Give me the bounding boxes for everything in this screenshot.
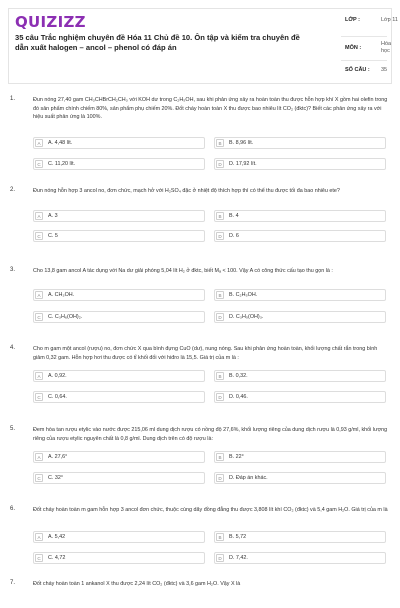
option-text: D. Đáp án khác. xyxy=(229,475,268,481)
meta-grade xyxy=(309,15,398,37)
question-text: Đốt cháy hoàn toàn m gam hỗn hợp 3 ancol đơn chức, thuộc cùng dãy đồng đẳng thu được 3,808 lít khí CO₂ (đktc) và 5,4 gam H₂O. Giá trị của m là xyxy=(33,507,388,513)
question-number: 2. xyxy=(10,187,16,193)
option-letter-badge: D xyxy=(216,232,224,240)
answer-option-b[interactable] xyxy=(214,210,386,222)
option-text: B. 8,96 lít. xyxy=(229,140,254,146)
question-text: Đốt cháy hoàn toàn 1 ankanol X thu được 2,24 lít CO₂ (đktc) và 3,6 gam H₂O. Vậy X là xyxy=(33,581,241,587)
option-letter-badge: D xyxy=(216,160,224,168)
question-number: 5. xyxy=(10,426,16,432)
option-text: A. 4,48 lít. xyxy=(48,140,73,146)
answer-option-a[interactable] xyxy=(33,370,205,382)
option-text: C. 5 xyxy=(48,233,58,239)
answer-option-d[interactable] xyxy=(214,472,386,484)
answer-option-a[interactable] xyxy=(33,451,205,463)
answer-option-d[interactable] xyxy=(214,311,386,323)
option-text: D. 0,46. xyxy=(229,394,248,400)
option-letter-badge: C xyxy=(35,232,43,240)
question-item xyxy=(0,345,400,405)
option-letter-badge: B xyxy=(216,212,224,220)
option-letter-badge: B xyxy=(216,453,224,461)
option-text: B. 22° xyxy=(229,454,244,460)
option-text: C. 32° xyxy=(48,475,64,481)
document-header xyxy=(8,8,398,84)
question-number: 7. xyxy=(10,580,16,586)
answer-option-c[interactable] xyxy=(33,391,205,403)
question-text: Cho m gam một ancol (rượu) no, đơn chức X qua bình đựng CuO (dư), nung nóng. Sau khi phản ứng hoàn toàn, khối lượng chất rắn trong bình giảm 0,32 gam. Hỗn hợp hơi thu được có tỉ khối đối với hiđro là 15,5. Giá trị của m là : xyxy=(33,346,378,361)
option-letter-badge: C xyxy=(35,313,43,321)
question-item xyxy=(0,267,400,327)
option-letter-badge: D xyxy=(216,554,224,562)
option-text: C. 4,72 xyxy=(48,555,66,561)
answer-option-b[interactable] xyxy=(214,370,386,382)
option-letter-badge: B xyxy=(216,372,224,380)
question-item xyxy=(0,580,400,594)
option-letter-badge: C xyxy=(35,160,43,168)
option-text: D. C₃H₅(OH)₃. xyxy=(229,314,264,320)
option-text: B. C₂H₅OH. xyxy=(229,292,258,298)
answer-option-c[interactable] xyxy=(33,472,205,484)
option-text: C. C₃H₆(OH)₂. xyxy=(48,314,83,320)
question-number: 6. xyxy=(10,506,16,512)
meta-count xyxy=(309,61,391,79)
option-letter-badge: D xyxy=(216,393,224,401)
option-letter-badge: A xyxy=(35,453,43,461)
option-letter-badge: B xyxy=(216,291,224,299)
option-text: A. 5,42 xyxy=(48,534,66,540)
option-text: B. 4 xyxy=(229,213,239,219)
option-text: A. 27,6° xyxy=(48,454,68,460)
meta-subject-value: Hóa học xyxy=(381,41,392,54)
question-text: Cho 13,8 gam ancol A tác dụng với Na dư giải phóng 5,04 lít H₂ ở đktc, biết Mₐ < 100. Vậy A có công thức cấu tạo thu gọn là : xyxy=(33,268,333,274)
option-text: D. 7,42. xyxy=(229,555,248,561)
meta-grade-value: Lớp 11 xyxy=(381,17,398,23)
answer-option-a[interactable] xyxy=(33,210,205,222)
question-number: 1. xyxy=(10,96,16,102)
option-letter-badge: B xyxy=(216,533,224,541)
option-letter-badge: A xyxy=(35,533,43,541)
answer-option-b[interactable] xyxy=(214,137,386,149)
answer-option-c[interactable] xyxy=(33,552,205,564)
option-letter-badge: A xyxy=(35,139,43,147)
document-title: 35 câu Trắc nghiệm chuyên đề Hóa 11 Chủ đề 10. Ôn tập và kiểm tra chuyên đề dẫn xuất halogen – ancol – phenol có đáp án xyxy=(15,33,300,52)
answer-option-b[interactable] xyxy=(214,531,386,543)
option-text: C. 0,64. xyxy=(48,394,67,400)
option-letter-badge: C xyxy=(35,393,43,401)
meta-count-label: SỐ CÂU : xyxy=(345,67,370,73)
answer-option-c[interactable] xyxy=(33,158,205,170)
answer-option-d[interactable] xyxy=(214,552,386,564)
question-text: Đun nóng hỗn hợp 3 ancol no, đơn chức, mạch hở với H₂SO₄ đặc ở nhiệt độ thích hợp thì có thể thu được tối đa bao nhiêu ete? xyxy=(33,188,340,194)
answer-option-a[interactable] xyxy=(33,289,205,301)
question-item xyxy=(0,506,400,566)
option-text: B. 0,32. xyxy=(229,373,248,379)
question-text: Đun nóng 27,40 gam CH₃CHBrCH₂CH₃ với KOH dư trong C₂H₅OH, sau khi phản ứng xảy ra hoàn toàn thu được hỗn hợp khí X gồm hai olefin trong đó sản phẩm chính chiếm 80%, sản phẩm phụ chiếm 20%. Đốt cháy hoàn toàn X thu được bao nhiêu lít CO₂ (đktc)? Biết các phản ứng xảy ra với hiệu suất phản ứng là 100%. xyxy=(33,97,388,121)
option-letter-badge: D xyxy=(216,474,224,482)
meta-count-value: 35 xyxy=(381,67,388,73)
answer-option-a[interactable] xyxy=(33,137,205,149)
option-letter-badge: A xyxy=(35,372,43,380)
question-item xyxy=(0,187,400,247)
question-number: 3. xyxy=(10,267,16,273)
answer-option-d[interactable] xyxy=(214,158,386,170)
option-text: D. 17,92 lít. xyxy=(229,161,257,167)
meta-subject-label: MÔN : xyxy=(345,45,362,51)
answer-option-c[interactable] xyxy=(33,311,205,323)
question-number: 4. xyxy=(10,345,16,351)
option-letter-badge: A xyxy=(35,212,43,220)
answer-option-b[interactable] xyxy=(214,451,386,463)
option-text: D. 6 xyxy=(229,233,239,239)
question-item xyxy=(0,426,400,486)
option-text: B. 5,72 xyxy=(229,534,247,540)
answer-option-d[interactable] xyxy=(214,391,386,403)
answer-option-b[interactable] xyxy=(214,289,386,301)
question-text: Đem hòa tan rượu etylic vào nước được 215,06 ml dung dịch rượu có nồng độ 27,6%, khối lượng riêng của dung dịch rượu là 0,93 g/ml, khối lượng riêng của rượu etylic nguyên chất là 0,8 g/ml. Dung dịch trên có độ rượu là: xyxy=(33,427,388,442)
option-letter-badge: C xyxy=(35,554,43,562)
option-text: A. 0,92. xyxy=(48,373,67,379)
option-letter-badge: C xyxy=(35,474,43,482)
meta-grade-label: LỚP : xyxy=(345,17,360,23)
answer-option-d[interactable] xyxy=(214,230,386,242)
answer-option-c[interactable] xyxy=(33,230,205,242)
option-letter-badge: D xyxy=(216,313,224,321)
document-meta xyxy=(309,15,398,79)
option-text: A. CH₃OH. xyxy=(48,292,75,298)
quizizz-logo: QUIZIZZ xyxy=(15,13,86,31)
option-letter-badge: A xyxy=(35,291,43,299)
option-text: C. 11,20 lít. xyxy=(48,161,76,167)
question-item xyxy=(0,96,400,166)
meta-subject xyxy=(309,37,391,61)
option-text: A. 3 xyxy=(48,213,58,219)
option-letter-badge: B xyxy=(216,139,224,147)
answer-option-a[interactable] xyxy=(33,531,205,543)
